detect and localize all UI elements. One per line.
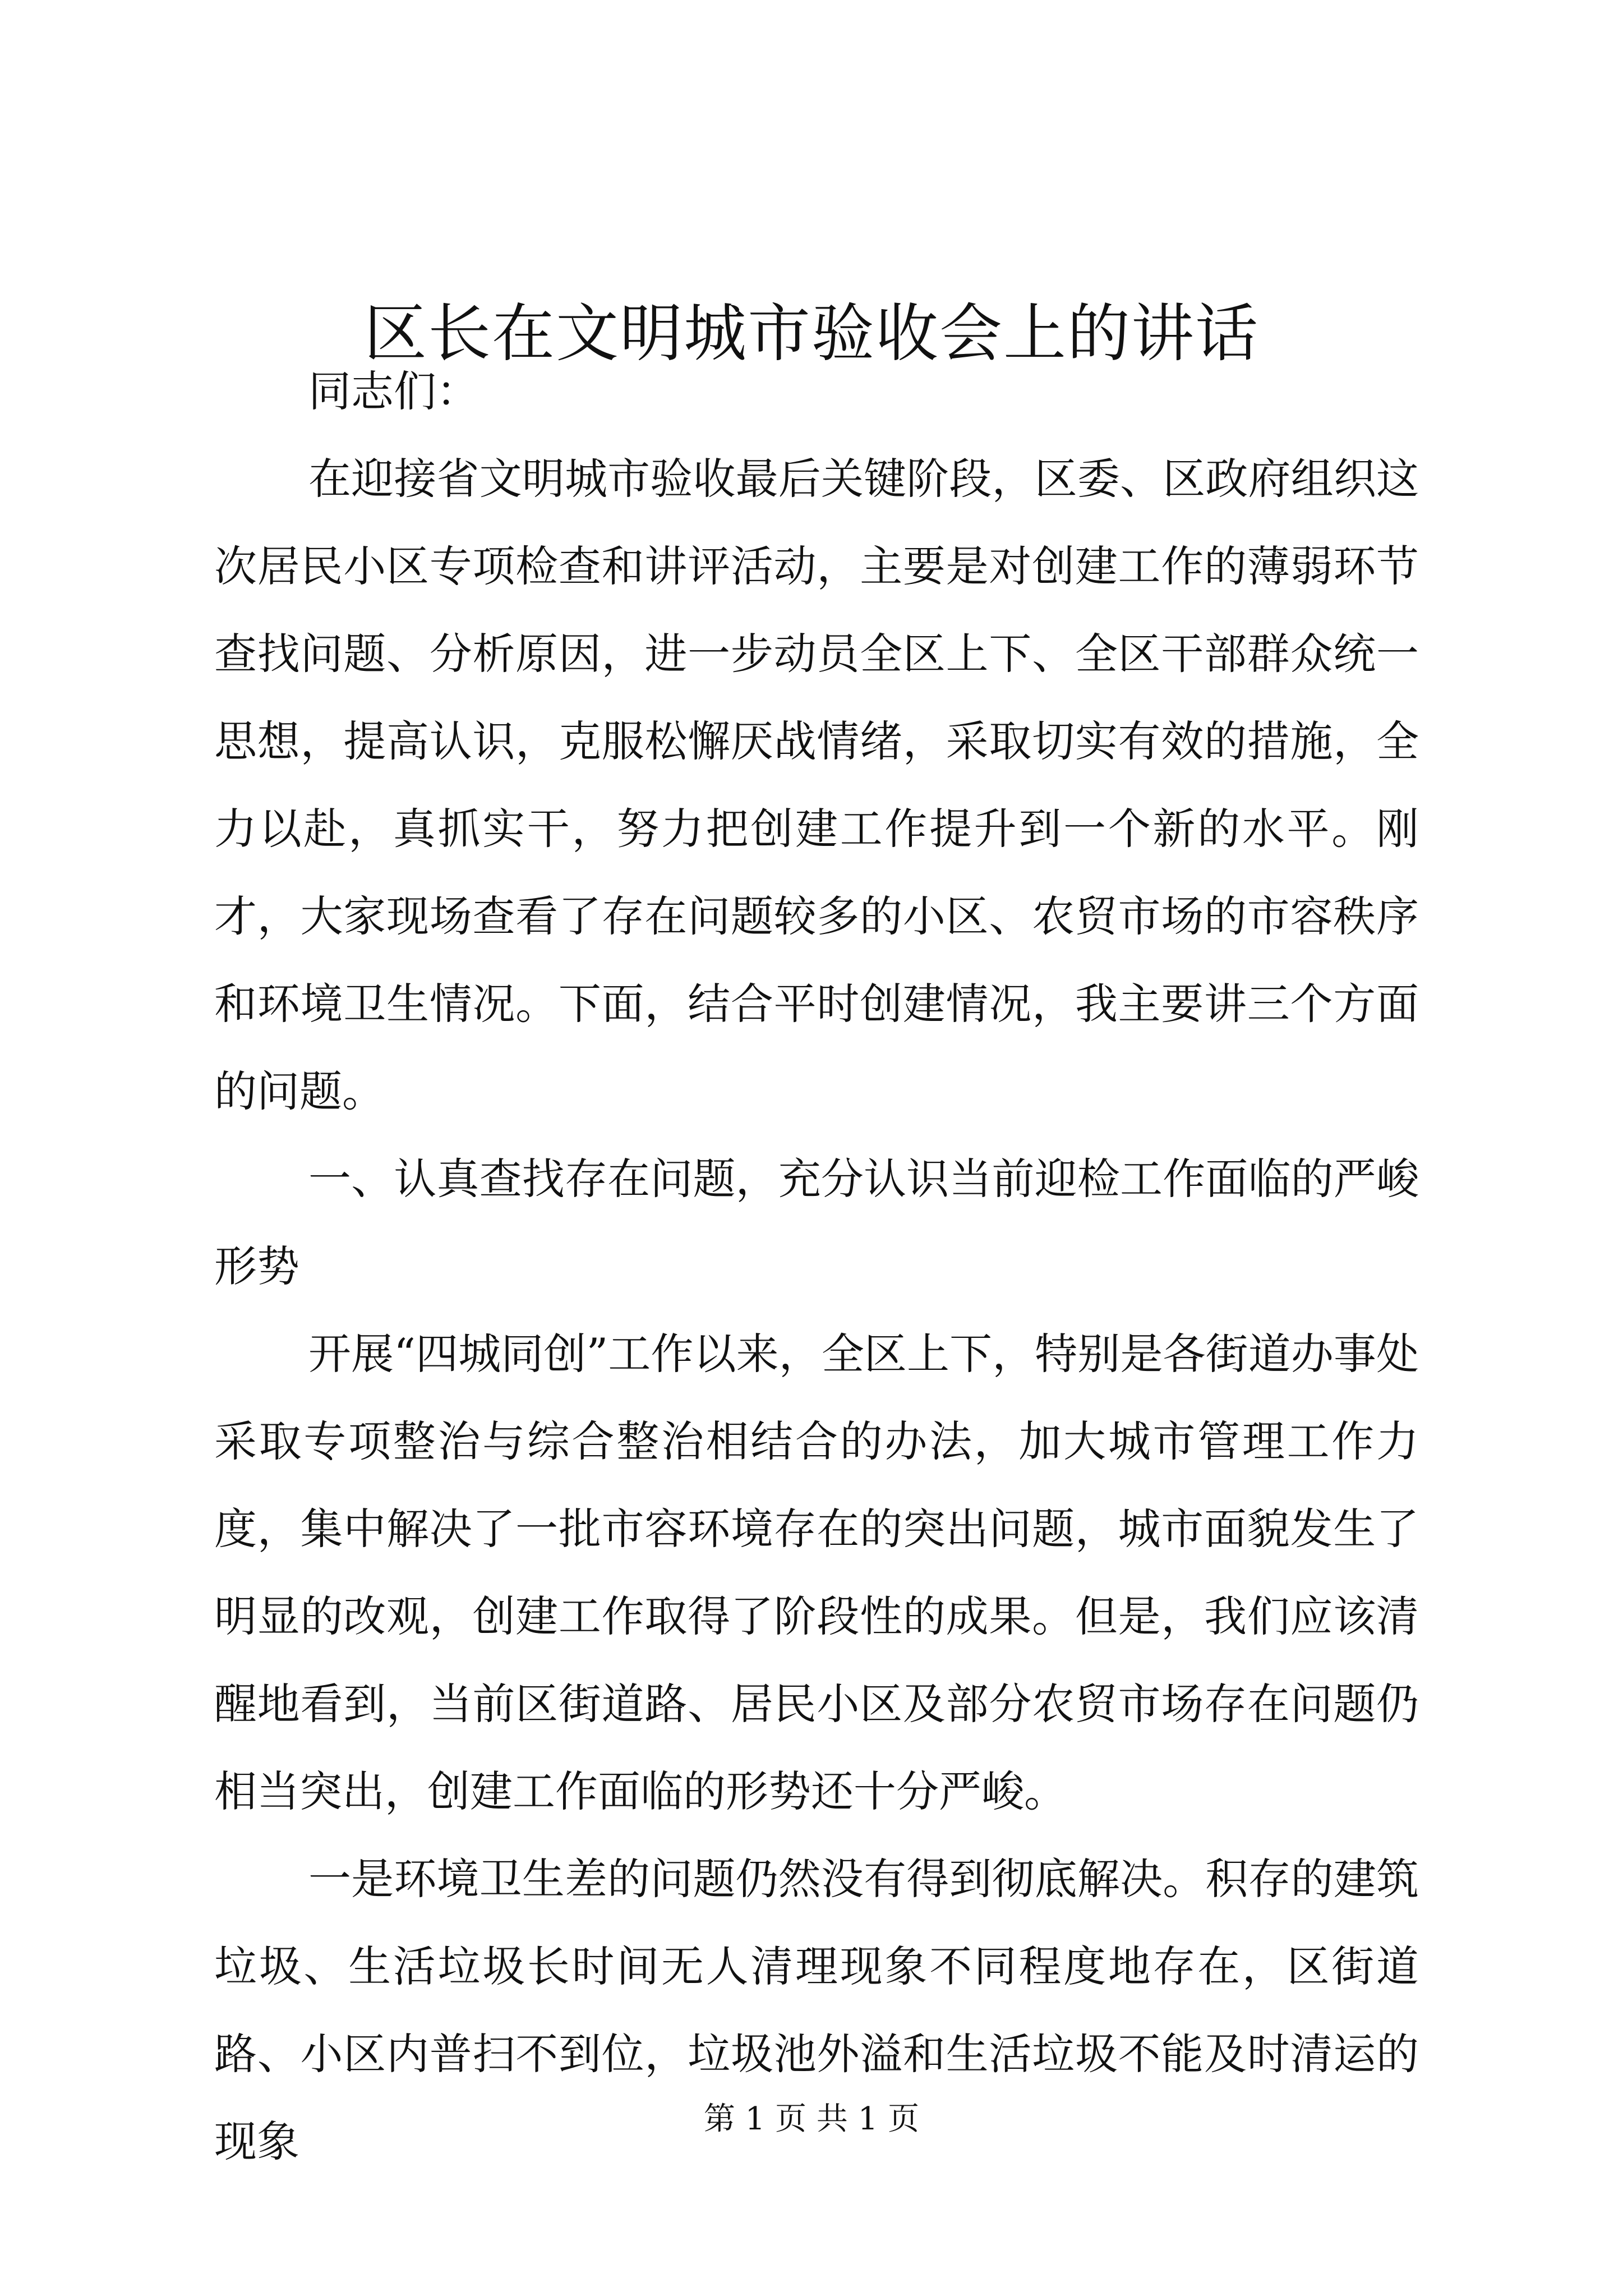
body-paragraph: 开展“四城同创”工作以来，全区上下，特别是各街道办事处采取专项整治与综合整治相结合的办法，加大城市管理工作力度，集中解决了一批市容环境存在的突出问题，城市面貌发生了明显的改观，创建工作取得了阶段性的成果。但是，我们应该清醒地看到，当前区街道路、居民小区及部分农贸市场存在问题仍相当突出，创建工作面临的形势还十分严峻。: [214, 1329, 1419, 1816]
document-body: [214, 348, 1419, 2185]
page-number-footer: 第 1 页 共 1 页: [703, 2101, 920, 2137]
body-paragraph: 在迎接省文明城市验收最后关键阶段，区委、区政府组织这次居民小区专项检查和讲评活动，主要是对创建工作的薄弱环节查找问题、分析原因，进一步动员全区上下、全区干部群众统一思想，提高认识，克服松懈厌战情绪，采取切实有效的措施，全力以赴，真抓实干，努力把创建工作提升到一个新的水平。刚才，大家现场查看了存在问题较多的小区、农贸市场的市容秩序和环境卫生情况。下面，结合平时创建情况，我主要讲三个方面的问题。: [214, 454, 1419, 1116]
salutation-paragraph: 同志们：: [308, 366, 479, 416]
body-paragraph: 一是环境卫生差的问题仍然没有得到彻底解决。积存的建筑垃圾、生活垃圾长时间无人清理现象不同程度地存在，区街道路、小区内普扫不到位，垃圾池外溢和生活垃圾不能及时清运的现象: [214, 1854, 1419, 2166]
document-title: 区长在文明城市验收会上的讲话: [364, 297, 1259, 370]
section-heading: 一、认真查找存在问题，充分认识当前迎检工作面临的严峻形势: [214, 1154, 1419, 1291]
